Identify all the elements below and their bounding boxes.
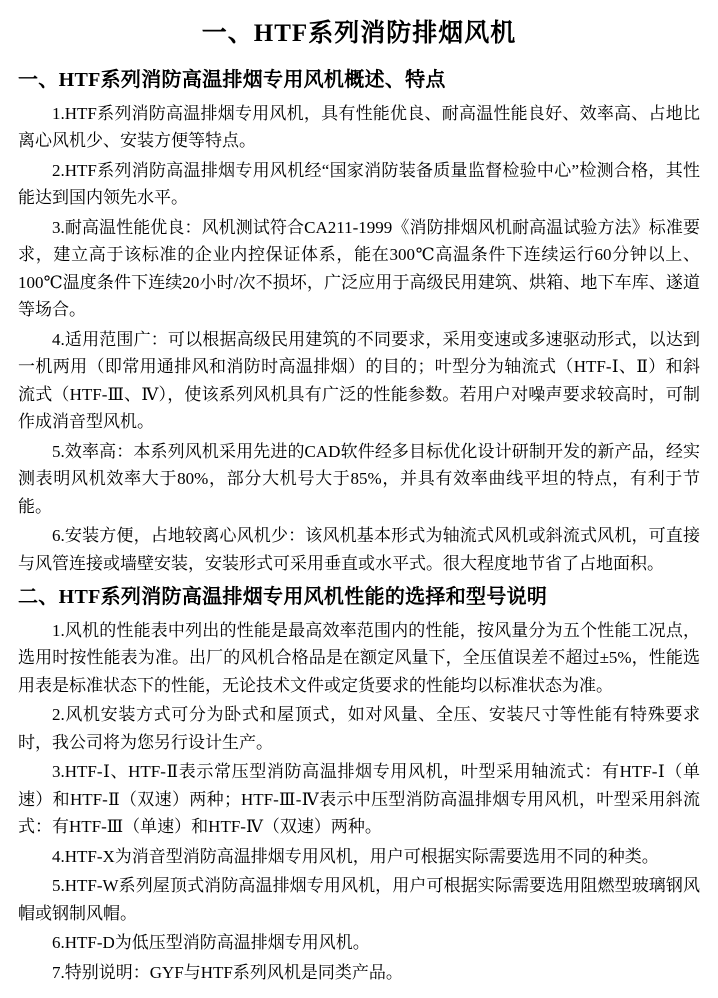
paragraph: 1.风机的性能表中列出的性能是最高效率范围内的性能，按风量分为五个性能工况点，选用时按性能表为准。出厂的风机合格品是在额定风量下，全压值误差不超过±5%，性能选用表是标准状态下的性能，无论技术文件或定货要求的性能均以标准状态为准。 bbox=[18, 620, 700, 695]
paragraph: 2.HTF系列消防高温排烟专用风机经“国家消防装备质量监督检验中心”检测合格，其性能达到国内领先水平。 bbox=[18, 160, 700, 208]
paragraph: 1.HTF系列消防高温排烟专用风机，具有性能优良、耐高温性能良好、效率高、占地比离心风机少、安装方便等特点。 bbox=[18, 103, 700, 151]
page-title: 一、HTF系列消防排烟风机 bbox=[201, 20, 517, 47]
section-heading-2: 二、HTF系列消防高温排烟专用风机性能的选择和型号说明 bbox=[18, 585, 548, 608]
paragraph: 4.适用范围广：可以根据高级民用建筑的不同要求，采用变速或多速驱动形式，以达到一机两用（即常用通排风和消防时高温排烟）的目的；叶型分为轴流式（HTF-Ⅰ、Ⅱ）和斜流式（HTF-Ⅲ、Ⅳ），使该系列风机具有广泛的性能参数。若用户对噪声要求较高时，可制作成消音型风机。 bbox=[18, 329, 700, 432]
section-heading-1: 一、HTF系列消防高温排烟专用风机概述、特点 bbox=[18, 68, 446, 91]
paragraph: 5.效率高：本系列风机采用先进的CAD软件经多目标优化设计研制开发的新产品，经实测表明风机效率大于80%，部分大机号大于85%，并具有效率曲线平坦的特点，有利于节能。 bbox=[18, 441, 700, 516]
paragraph: 6.安装方便，占地较离心风机少：该风机基本形式为轴流式风机或斜流式风机，可直接与风管连接或墙壁安装，安装形式可采用垂直或水平式。很大程度地节省了占地面积。 bbox=[18, 526, 700, 573]
paragraph: 7.特别说明：GYF与HTF系列风机是同类产品。 bbox=[52, 962, 403, 982]
paragraph: 6.HTF-D为低压型消防高温排烟专用风机。 bbox=[52, 933, 370, 953]
paragraph: 3.HTF-Ⅰ、HTF-Ⅱ表示常压型消防高温排烟专用风机，叶型采用轴流式：有HTF-Ⅰ（单速）和HTF-Ⅱ（双速）两种；HTF-Ⅲ-Ⅳ表示中压型消防高温排烟专用风机，叶型采用斜流式：有HTF-Ⅲ（单速）和HTF-Ⅳ（双速）两种。 bbox=[18, 762, 700, 837]
paragraph: 3.耐高温性能优良：风机测试符合CA211-1999《消防排烟风机耐高温试验方法》标准要求，建立高于该标准的企业内控保证体系，能在300℃高温条件下连续运行60分钟以上、100℃温度条件下连续20小时/次不损坏，广泛应用于高级民用建筑、烘箱、地下车库、遂道等场合。 bbox=[18, 217, 700, 320]
paragraph: 2.风机安装方式可分为卧式和屋顶式，如对风量、全压、安装尺寸等性能有特殊要求时，我公司将为您另行设计生产。 bbox=[18, 705, 700, 752]
paragraph: 5.HTF-W系列屋顶式消防高温排烟专用风机，用户可根据实际需要选用阻燃型玻璃钢风帽或钢制风帽。 bbox=[18, 876, 700, 923]
paragraph: 4.HTF-X为消音型消防高温排烟专用风机，用户可根据实际需要选用不同的种类。 bbox=[52, 846, 659, 866]
